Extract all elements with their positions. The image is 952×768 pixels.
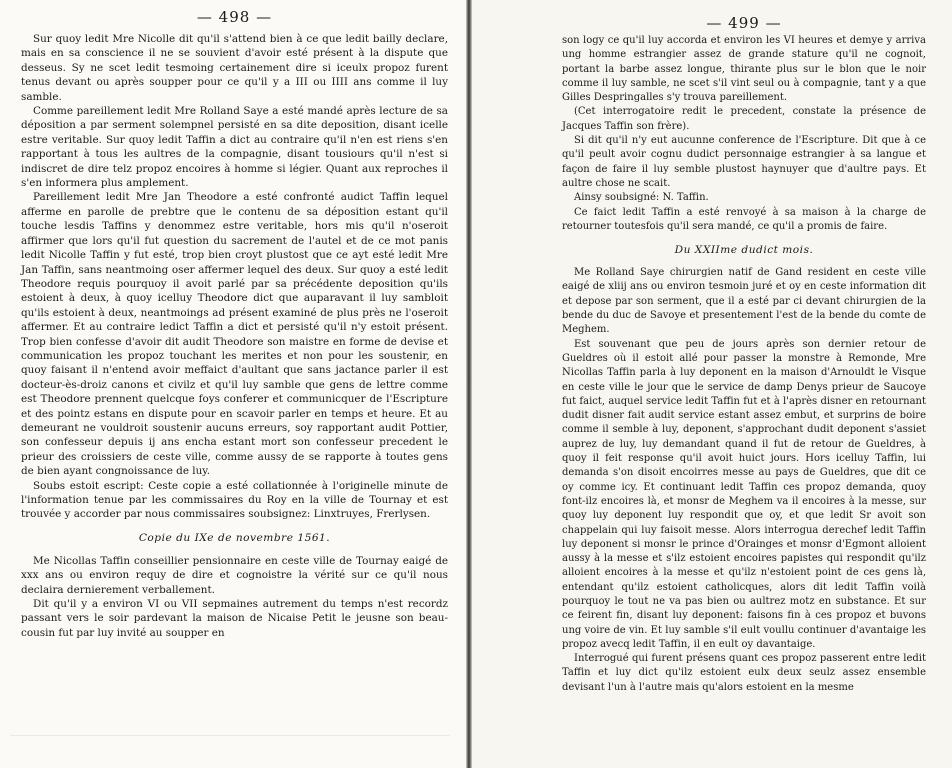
paragraph: son logy ce qu'il luy accorda et environ les VI heures et demye y arriva ung homme estrangier assez de grande stature qu'il ne cognoit, portant la barbe assez longue, thirante plus sur le blon que le noir comme il luy samble, ne scet s'il vint seul ou à compagnie, tant y a que Gilles Despringalles s'y trouva pareillement. (562, 35, 926, 104)
paragraph: Interrogué qui furent présens quant ces propoz passerent entre ledit Taffin et luy dict qu'ilz estoient eulx deux seulz assez ensemble devisant l'un à l'autre mais qu'alors estoient en la mesme (562, 653, 926, 693)
paragraph: Me Rolland Saye chirurgien natif de Gand resident en ceste ville eaigé de xliij ans ou environ tesmoin juré et oy en ceste information dit et depose par son serment, que il a esté par ci devant chirurgien de la bende du duc de Savoye et presentement l'est de la bende du comte de Meghem. (562, 267, 926, 336)
paragraph: Comme pareillement ledit Mre Rolland Saye a esté mandé après lecture de sa déposition a par serment solempnel persisté en sa dite deposition, disant icelle estre veritable. Sur quoy ledit Taffin a dict au contraire qu'il n'en est riens s'en rapportant à tous les aultres de la compagnie, disant tousiours qu'il n'est si indiscret de dire telz propoz encoires à homme si légier. Quant aux reproches il s'en informera plus amplement. (21, 105, 448, 190)
scan-artifact-line (10, 735, 450, 736)
paragraph: (Cet interrogatoire redit le precedent, constate la présence de Jacques Taffin son frère). (562, 106, 926, 132)
left-page (0, 0, 466, 768)
paragraph: Ce faict ledit Taffin a esté renvoyé à sa maison à la charge de retourner toutesfois qu'il sera mandé, ce qu'il a promis de faire. (562, 206, 926, 232)
right-page-text (562, 34, 926, 695)
paragraph: Dit qu'il y a environ VI ou VII sepmaines autrement du temps n'est recordz passant vers le soir pardevant la maison de Nicaise Petit le jeusne son beau-cousin fut par luy invité au soupper en (21, 598, 448, 639)
page-number: — 498 — (196, 8, 273, 26)
paragraph: Ainsy soubsigné: N. Taffin. (574, 192, 709, 204)
section-heading: Du XXIIme dudict mois. (674, 244, 814, 257)
paragraph: Sur quoy ledit Mre Nicolle dit qu'il s'attend bien à ce que ledit bailly declare, mais en sa conscience il ne se souvient d'avoir esté présent à la dispute que desseus. Sy ne scet ledit tesmoing certainement dire si iceulx propoz furent tenus devant ou après soupper pour ce qu'il y a III ou IIII ans comme il luy samble. (21, 33, 448, 103)
paragraph: Si dit qu'il n'y eut aucunne conference de l'Escripture. Dit que à ce qu'il peult avoir cognu dudict personnaige estrangier à sa langue et façon de faire il luy semble plustost haynuyer que d'aultre pays. Et aultre chose ne scait. (562, 135, 926, 189)
right-page (472, 0, 952, 768)
paragraph: Soubs estoit escript: Ceste copie a esté collationnée à l'originelle minute de l'information tenue par les commissaires du Roy en la ville de Tournay et est trouvée y accorder par nous commissaires soubsignez: Linxtruyes, Frerlysen. (21, 479, 448, 521)
section-heading: Copie du IXe de novembre 1561. (138, 531, 331, 544)
left-page-text (21, 32, 448, 640)
paragraph: Me Nicollas Taffin conseillier pensionnaire en ceste ville de Tournay eaigé de xxx ans ou environ requy de dire et cognoistre la vérité sur ce qu'il nous declaira dernierement verballement. (21, 554, 448, 596)
paragraph: Pareillement ledit Mre Jan Theodore a esté confronté audict Taffin lequel afferme en parolle de prebtre que le contenu de sa déposition estant qu'il touche lesdis Taffins y denommez estre veritable, hors mis qu'il n'oseroit affirmer que lors qu'il fut question du sacrement de l'autel et de ce mot panis ledit Nicolle Taffin y fut esté, trop bien croyt plustost que ce ayt esté ledit Mre Jan Taffin, sans neantmoing oser affermer lequel des deux. Sur quoy a esté ledit Theodore requis pourquoy il avoit parlé par sa précédente deposition qu'ils estoient à deux, à quoy icelluy Theodore dict que auparavant il luy sambloit qu'ils estoient à deux, neantmoings ad présent examiné de plus près ne l'oseroit affermer. Et au contraire ledict Taffin a dict et persisté qu'il n'y estoit présent. Trop bien confesse d'avoir dit audit Theodore son maistre en forme de devise et communication les propoz touchant les merites et non pour les soustenir, en quoy faisant il n'entend avoir meffaict d'aultant que sans jactance parler il est docteur-ès-droiz canons et civilz et qu'il luy samble que gens de lettre comme est Theodore prennent quelcque foys conferer et communicquer de l'Escripture et des pointz estans en dispute pour en scavoir parler en temps et heure. Et au demeurant ne vouldroit soustenir aucuns erreurs, soy rapportant audit Pottier, son confesseur depuis ij ans encha estant mort son confesseur precedent le prieur des croissiers de ceste ville, comme aussy de se rapporte à toutes gens de bien ayant congnoissance de luy. (21, 191, 448, 478)
paragraph: Est souvenant que peu de jours après son dernier retour de Gueldres où il estoit allé pour passer la monstre à Remonde, Mre Nicollas Taffin parla à luy deponent en la maison d'Arnouldt le Visque en ceste ville le jour que le service de damp Denys prieur de Saucoye fut faict, auquel service ledit Taffin fut et à l'après disner en retournant dudit disner fait audit service estant assez embut, et surprins de boire comme il semble à luy, deponent, s'approchant dudit deponent s'assiet auprez de luy, luy demandant quand il fut de retour de Gueldres, à quoy il feit response qu'il avoit huict jours. Hors icelluy Taffin, lui demanda s'on disoit encoirres messe au pays de Gueldres, que dit ce oy comme icy. Et continuant ledit Taffin ces propoz demanda, quoy font-ilz encoires là, et monsr de Meghem va il encoires à la messe, sur quoy luy deponent luy respondit que oy, et que ledit Sr avoit son chappelain qui luy faisoit messe. Alors interrogua derechef ledit Taffin luy deponent si monsr le prince d'Orainges et monsr d'Egmont alloient aussy à la messe et s'ilz estoient encoires papistes qui respondit qu'ilz alloient encoires à la messe et qu'ilz n'estoient point de ces gens là, entendant qu'ilz estoient catholicques, alors dit ledit Taffin voilà pourquoy le tout ne va pas bien ou aultrez motz en substance. Et sur ce feirent fin, disant luy deponent: faisons fin à ces propoz et buvons ung voire de vin. Et luy samble s'il eult voullu continuer d'avantaige les propoz avecq ledit Taffin, il en eult oy davantaige. (562, 338, 926, 650)
page-number: — 499 — (706, 14, 782, 32)
